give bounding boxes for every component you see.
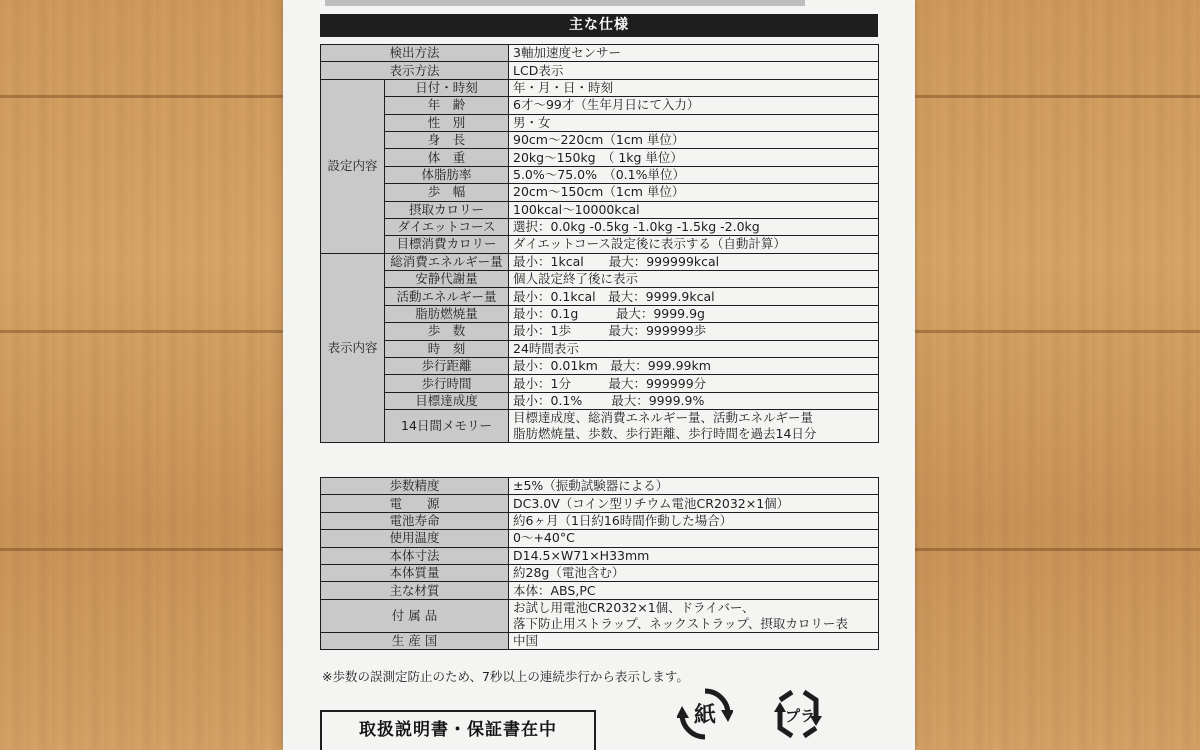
table-row bbox=[321, 79, 879, 96]
spec-label: 時 刻 bbox=[385, 340, 509, 357]
manual-enclosed-box: 取扱説明書・保証書在中 bbox=[320, 710, 596, 750]
table-row bbox=[321, 632, 879, 649]
table-row bbox=[321, 288, 879, 305]
spec-value: 男・女 bbox=[509, 114, 879, 131]
spec-value: 20kg～150kg （ 1kg 単位） bbox=[509, 149, 879, 166]
spec-value: 24時間表示 bbox=[509, 340, 879, 357]
table-row bbox=[321, 323, 879, 340]
table-row bbox=[321, 340, 879, 357]
spec-value: 20cm～150cm（1cm 単位） bbox=[509, 184, 879, 201]
table-row bbox=[321, 236, 879, 253]
spec-value: 最小：0.1g 最大：9999.9g bbox=[509, 305, 879, 322]
spec-value: 3軸加速度センサー bbox=[509, 45, 879, 62]
table-row bbox=[321, 582, 879, 599]
spec-label: 脂肪燃焼量 bbox=[385, 305, 509, 322]
table-row bbox=[321, 530, 879, 547]
spec-value: 最小：0.1% 最大：9999.9% bbox=[509, 392, 879, 409]
memory-value-line-2: 脂肪燃焼量、歩数、歩行距離、歩行時間を過去14日分 bbox=[513, 426, 817, 442]
table-row bbox=[321, 253, 879, 270]
paper-recycle-label: 紙 bbox=[693, 703, 717, 728]
paper-recycle-icon bbox=[677, 686, 733, 742]
spec-value: 中国 bbox=[509, 632, 879, 649]
spec-label: ダイエットコース bbox=[385, 218, 509, 235]
spec-label: 性 別 bbox=[385, 114, 509, 131]
table-row bbox=[321, 305, 879, 322]
settings-group-label: 設定内容 bbox=[321, 79, 385, 253]
spec-value: 最小：0.1kcal 最大：9999.9kcal bbox=[509, 288, 879, 305]
spec-value: 年・月・日・時刻 bbox=[509, 79, 879, 96]
table-row bbox=[321, 599, 879, 632]
spec-value: 6才～99才（生年月日にて入力） bbox=[509, 97, 879, 114]
table-row bbox=[321, 410, 879, 443]
table-row bbox=[321, 375, 879, 392]
spec-value: 最小：1分 最大：999999分 bbox=[509, 375, 879, 392]
spec-value: ±5%（振動試験器による） bbox=[509, 478, 879, 495]
spec-label: 電 源 bbox=[321, 495, 509, 512]
accessories-value-line-2: 落下防止用ストラップ、ネックストラップ、摂取カロリー表 bbox=[513, 615, 848, 631]
spec-label: 活動エネルギー量 bbox=[385, 288, 509, 305]
display-group-label: 表示内容 bbox=[321, 253, 385, 443]
table-row bbox=[321, 512, 879, 529]
spec-value: 個人設定終了後に表示 bbox=[509, 271, 879, 288]
spec-value: 5.0%～75.0% （0.1%単位） bbox=[509, 166, 879, 183]
spec-value: 最小：1歩 最大：999999歩 bbox=[509, 323, 879, 340]
spec-label: 主な材質 bbox=[321, 582, 509, 599]
table-row bbox=[321, 131, 879, 148]
spec-label: 表示方法 bbox=[321, 62, 509, 79]
spec-value: 本体：ABS,PC bbox=[509, 582, 879, 599]
spec-title: 主な仕様 bbox=[320, 14, 878, 37]
spec-label: 安静代謝量 bbox=[385, 271, 509, 288]
spec-table-main bbox=[320, 44, 879, 443]
spec-label: 14日間メモリー bbox=[385, 410, 509, 443]
spec-label: 歩 幅 bbox=[385, 184, 509, 201]
spec-label: 付 属 品 bbox=[321, 599, 509, 632]
spec-value: D14.5×W71×H33mm bbox=[509, 547, 879, 564]
spec-value: 約28g（電池含む） bbox=[509, 564, 879, 581]
spec-value: ダイエットコース設定後に表示する（自動計算） bbox=[509, 236, 879, 253]
table-row bbox=[321, 495, 879, 512]
table-row bbox=[321, 62, 879, 79]
spec-label: 歩 数 bbox=[385, 323, 509, 340]
memory-value bbox=[509, 410, 879, 443]
spec-label: 本体寸法 bbox=[321, 547, 509, 564]
plastic-recycle-icon bbox=[770, 686, 826, 742]
spec-label: 体 重 bbox=[385, 149, 509, 166]
table-row bbox=[321, 97, 879, 114]
footnote: ※歩数の誤測定防止のため、7秒以上の連続歩行から表示します。 bbox=[322, 669, 689, 684]
spec-label: 歩数精度 bbox=[321, 478, 509, 495]
cut-off-header bbox=[325, 0, 805, 6]
spec-value: 90cm～220cm（1cm 単位） bbox=[509, 131, 879, 148]
accessories-value bbox=[509, 599, 879, 632]
spec-label: 生 産 国 bbox=[321, 632, 509, 649]
table-row bbox=[321, 271, 879, 288]
spec-label: 総消費エネルギー量 bbox=[385, 253, 509, 270]
spec-label: 歩行距離 bbox=[385, 358, 509, 375]
spec-label: 使用温度 bbox=[321, 530, 509, 547]
spec-label: 検出方法 bbox=[321, 45, 509, 62]
table-row bbox=[321, 547, 879, 564]
accessories-value-line-1: お試し用電池CR2032×1個、ドライバー、 bbox=[513, 599, 755, 615]
table-row bbox=[321, 218, 879, 235]
spec-value: 0～+40°C bbox=[509, 530, 879, 547]
spec-value: 最小：1kcal 最大：999999kcal bbox=[509, 253, 879, 270]
spec-label: 身 長 bbox=[385, 131, 509, 148]
spec-label: 目標達成度 bbox=[385, 392, 509, 409]
table-row bbox=[321, 478, 879, 495]
spec-label: 年 齢 bbox=[385, 97, 509, 114]
spec-value: 選択：0.0kg -0.5kg -1.0kg -1.5kg -2.0kg bbox=[509, 218, 879, 235]
spec-value: 最小：0.01km 最大：999.99km bbox=[509, 358, 879, 375]
spec-label: 目標消費カロリー bbox=[385, 236, 509, 253]
table-row bbox=[321, 45, 879, 62]
spec-table-power bbox=[320, 477, 879, 650]
table-row bbox=[321, 114, 879, 131]
memory-value-line-1: 目標達成度、総消費エネルギー量、活動エネルギー量 bbox=[513, 410, 814, 426]
table-row bbox=[321, 166, 879, 183]
spec-label: 歩行時間 bbox=[385, 375, 509, 392]
spec-label: 体脂肪率 bbox=[385, 166, 509, 183]
table-row bbox=[321, 184, 879, 201]
spec-label: 本体質量 bbox=[321, 564, 509, 581]
spec-label: 日付・時刻 bbox=[385, 79, 509, 96]
plastic-recycle-label: プラ bbox=[784, 707, 816, 725]
spec-value: 約6ヶ月（1日約16時間作動した場合） bbox=[509, 512, 879, 529]
table-row bbox=[321, 392, 879, 409]
spec-value: LCD表示 bbox=[509, 62, 879, 79]
spec-value: 100kcal～10000kcal bbox=[509, 201, 879, 218]
spec-label: 摂取カロリー bbox=[385, 201, 509, 218]
spec-label: 電池寿命 bbox=[321, 512, 509, 529]
table-row bbox=[321, 149, 879, 166]
spec-value: DC3.0V（コイン型リチウム電池CR2032×1個） bbox=[509, 495, 879, 512]
table-row bbox=[321, 201, 879, 218]
table-row bbox=[321, 358, 879, 375]
table-row bbox=[321, 564, 879, 581]
